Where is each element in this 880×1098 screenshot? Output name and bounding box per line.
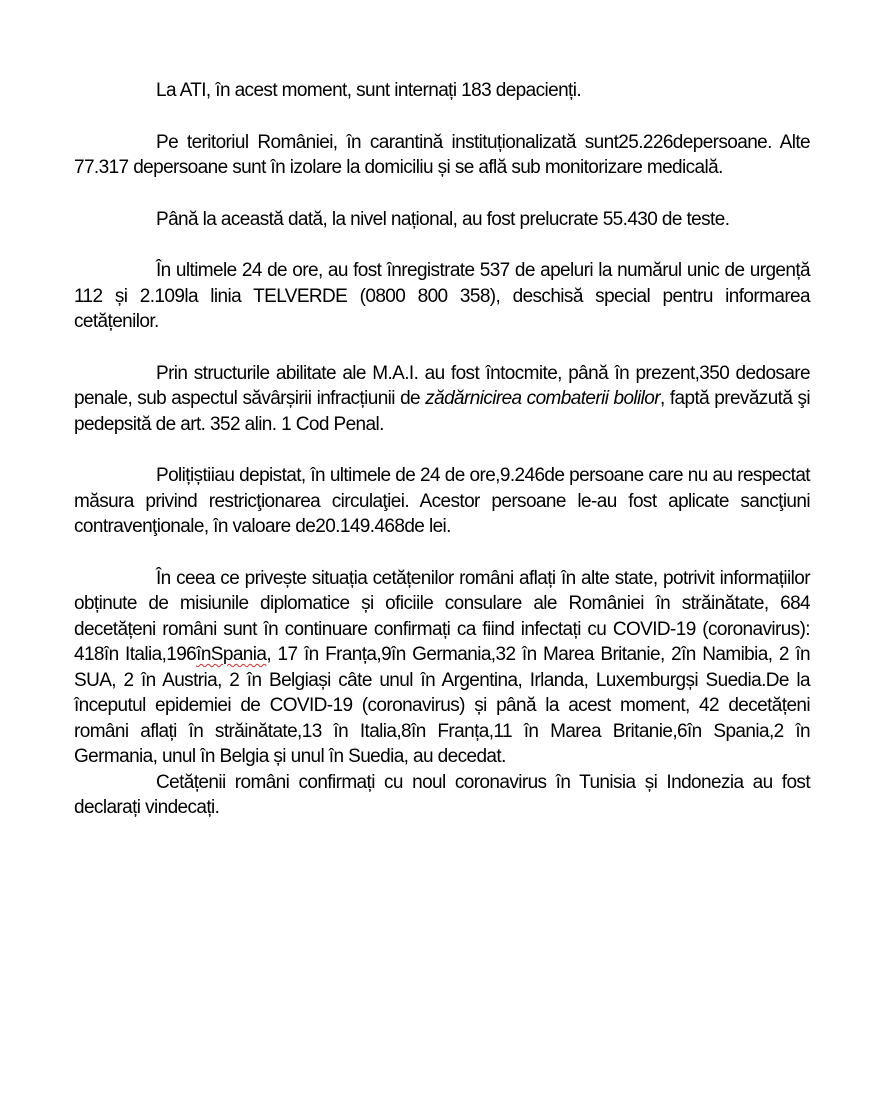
paragraph-text: , 17 în Franța,9în Germania,32 în Marea Britanie, 2în Namibia, 2 în SUA, 2 în Austria, 2 în Belgiași câte unul în Argentina, Irlanda, Luxemburgși Suedia.De la începutul epidemiei de COVID-19 (coronavirus) și până la acest moment, 42 decetățeni români aflați în străinătate,13 în Italia,8în Franța,11 în Marea Britanie,6în Spania,2 în Germania, unul în Belgia și unul în Suedia, au decedat. xyxy=(74,644,811,767)
paragraph-text: , faptă prevăzută şi pedepsită de art. 352 alin. 1 Cod Penal. xyxy=(74,388,810,435)
document-page xyxy=(74,78,810,821)
paragraph-politisti: Polițiștiiau depistat, în ultimele de 24 de ore,9.246de persoane care nu au respectat măsura privind restricţionarea circulaţiei. Acestor persoane le-au fost aplicate sancţiuni contravenţionale, în valoare de20.149.468de lei. xyxy=(74,465,810,537)
paragraph-teste: Până la această dată, la nivel național, au fost prelucrate 55.430 de teste. xyxy=(156,208,730,230)
paragraph-cetateni-straini xyxy=(74,566,810,770)
paragraph-apeluri: În ultimele 24 de ore, au fost înregistrate 537 de apeluri la numărul unic de urgență 112 și 2.109la linia TELVERDE (0800 800 358), deschisă special pentru informarea cetățenilor. xyxy=(74,260,810,332)
paragraph-text: Prin structurile abilitate ale M.A.I. au fost întocmite, până în prezent,350 dedosare penale, sub aspectul săvârșirii infracțiunii de xyxy=(74,362,810,409)
paragraph-text: În ceea ce privește situația cetățenilor români aflați în alte state, potrivit informațiilor obținute de misiunile diplomatice și oficiile consulare ale României în străinătate, 684 decetățeni români sunt în continuare confirmați ca fiind infectați cu COVID-19 (coronavirus): 418în Italia,196 xyxy=(74,567,810,665)
paragraph-dosare-penale xyxy=(74,361,810,438)
spellcheck-flagged-word[interactable]: înSpania xyxy=(196,644,267,665)
paragraph-ati: La ATI, în acest moment, sunt internați 183 depacienți. xyxy=(156,80,582,101)
paragraph-vindecati: Cetățenii români confirmați cu noul coronavirus în Tunisia și Indonezia au fost declarați vindecați. xyxy=(74,771,810,818)
paragraph-carantina: Pe teritoriul României, în carantină instituționalizată sunt25.226depersoane. Alte 77.317 depersoane sunt în izolare la domiciliu și se află sub monitorizare medicală. xyxy=(74,131,810,178)
italic-offense-name: zădărnicirea combaterii bolilor xyxy=(425,388,660,409)
